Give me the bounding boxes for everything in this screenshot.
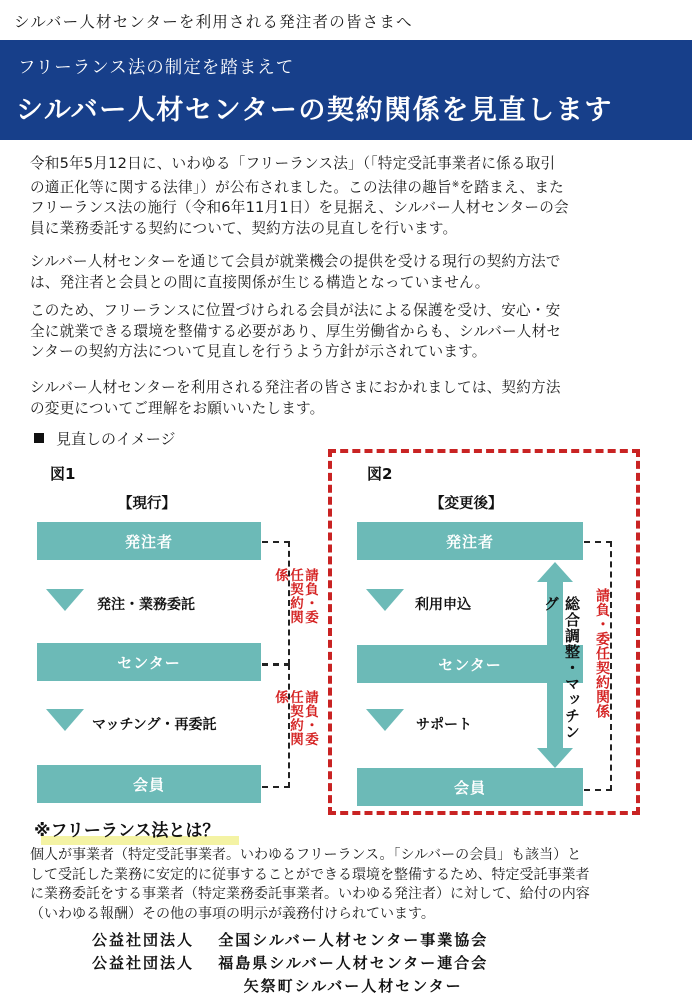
figure2-box-member: 会員 xyxy=(357,768,583,806)
title-banner xyxy=(0,40,692,140)
figure1-caption: 【現行】 xyxy=(118,496,176,512)
down-triangle-icon xyxy=(366,709,404,731)
intro-paragraph-2: シルバー人材センターを通じて会員が就業機会の提供を受ける現行の契約方法で は、発注者と会員との間に直接関係が生じる構造となっていません。 xyxy=(30,253,561,291)
figure1-contract-label-lower: 請負・委任契約関係 xyxy=(272,690,318,746)
definition-title: ※フリーランス法とは？ xyxy=(34,821,220,841)
figure1-label: 図1 xyxy=(50,465,76,483)
org-national: 公益社団法人 全国シルバー人材センター事業協会 xyxy=(92,931,489,949)
diagram-heading: 見直しのイメージ xyxy=(34,428,176,449)
figure2-label: 図2 xyxy=(367,465,393,483)
figure2-contract-label: 請負・委任契約関係 xyxy=(594,588,610,719)
intro-paragraph-1: 令和5年5月12日に、いわゆる「フリーランス法」（「特定受託事業者に係る取引 の適正化等に関する法律」）が公布されました。この法律の趣旨※を踏まえ、また フリーランス法の施行（令和6年11月1日）を見据え、シルバー人材センターの会 員に業務委託する契約について、契約方法の見直しを行います。 xyxy=(30,155,569,237)
org-prefectural: 公益社団法人 福島県シルバー人材センター連合会 xyxy=(92,954,489,972)
figure2-step1: 利用申込 xyxy=(415,597,471,613)
figure2-box-orderer: 発注者 xyxy=(357,522,583,560)
banner-title: シルバー人材センターの契約関係を見直します xyxy=(16,95,613,126)
definition-body: 個人が事業者（特定受託事業者。いわゆるフリーランス。「シルバーの会員」も該当）と して受託した業務に安定的に従事することができる環境を整備するため、特定受託事業者 に業務委託をする事業者（特定業務委託事業者。いわゆる発注者）に対して、給付の内容 （いわゆる報酬）その他の事項の明示が義務付けられています。 xyxy=(30,847,590,922)
figure1-step2: マッチング・再委託 xyxy=(92,717,217,733)
down-triangle-icon xyxy=(46,589,84,611)
figure1-box-orderer: 発注者 xyxy=(37,522,261,560)
down-triangle-icon xyxy=(366,589,404,611)
figure2-step2: サポート xyxy=(416,717,472,733)
figure2-box-center: センター xyxy=(357,645,583,683)
figure1-box-member: 会員 xyxy=(37,765,261,803)
figure1-contract-label-upper: 請負・委任契約関係 xyxy=(272,568,318,624)
banner-subtitle: フリーランス法の制定を踏まえて xyxy=(18,58,295,78)
intro-paragraph-3: このため、フリーランスに位置づけられる会員が法による保護を受け、安心・安 全に就業できる環境を整備する必要があり、厚生労働省からも、シルバー人材セ ンターの契約方法について見直しを行うよう方針が示されています。 xyxy=(30,302,562,360)
figure1-step1: 発注・業務委託 xyxy=(97,597,195,613)
square-bullet-icon xyxy=(34,433,44,443)
intro-paragraph-4: シルバー人材センターを利用される発注者の皆さまにおかれましては、契約方法 の変更についてご理解をお願いいたします。 xyxy=(30,379,561,417)
org-local: 矢祭町シルバー人材センター xyxy=(92,977,463,995)
figure2-caption: 【変更後】 xyxy=(430,496,503,512)
figure2-coordination-label: 総合調整・マッチング xyxy=(542,596,581,740)
figure1-box-center: センター xyxy=(37,643,261,681)
audience-line: シルバー人材センターを利用される発注者の皆さまへ xyxy=(14,13,413,31)
down-triangle-icon xyxy=(46,709,84,731)
